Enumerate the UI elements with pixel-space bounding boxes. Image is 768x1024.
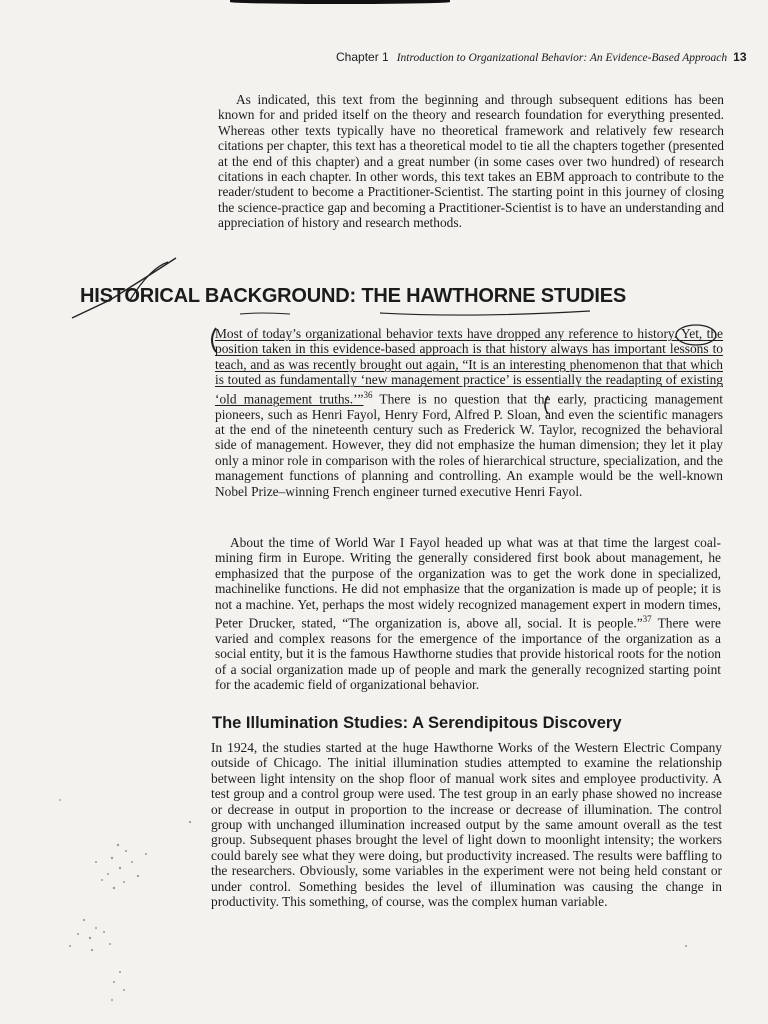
hawthorne-paragraph-2 <box>215 535 721 693</box>
scan-edge-shadow <box>230 0 450 4</box>
hawthorne-paragraph-1-rest: There is no question that the early, practicing management pioneers, such as Henri Fayol, Henry Ford, Alfred P. Sloan, and even the scientific managers at the end of the nineteenth century such as Frederick W. Taylor, recognized the behavioral side of management. However, they did not emphasize the human dimension; they let it play only a minor role in comparison with the roles of hierarchical structure, specialization, and the management functions of planning and controlling. An example would be the well-known Nobel Prize–winning French engineer turned executive Henri Fayol. <box>215 391 723 499</box>
page-number: 13 <box>733 50 747 64</box>
illumination-paragraph: In 1924, the studies started at the huge Hawthorne Works of the Western Electric Company outside of Chicago. The initial illumination studies attempted to examine the relationship between light intensity on the shop floor of manual work sites and employee productivity. A test group and a control group were used. The test group in an early phase showed no increase or decrease in output in proportion to the increase or decrease of illumination. The control group with unchanged illumination increased output by the same amount overall as the test group. Subsequent phases brought the level of light down to moonlight intensity; the workers could barely see what they were doing, but productivity increased. The results were baffling to the researchers. Obviously, some variables in the experiment were not being held constant or under control. Something besides the level of illumination was causing the change in productivity. This something, of course, was the complex human variable. <box>211 740 722 910</box>
running-head-chapter: Chapter 1 <box>336 50 389 64</box>
heading-underline-mark <box>240 313 290 314</box>
hawthorne-paragraph-2-a: About the time of World War I Fayol headed up what was at that time the largest coal-mining firm in Europe. Writing the generally considered first book about management, he emphasized that the purpose of the organization was to get the work done in specialized, machinelike functions. He did not emphasize that the organization is made up of people; it is not a machine. Yet, perhaps the most widely recognized management expert in modern times, Peter Drucker, stated, “The organization is, above all, social. It is people.” <box>215 535 721 631</box>
running-head-title: Introduction to Organizational Behavior: An Evidence-Based Approach <box>396 52 728 64</box>
running-head <box>336 50 747 65</box>
hawthorne-paragraph-2-b: There were varied and complex reasons for the emergence of the importance of the organization as a social entity, but it is the famous Hawthorne studies that provide historical roots for the notion of a social organization made up of people and mark the generally recognized starting point for the academic field of organizational behavior. <box>215 615 721 693</box>
intro-paragraph: As indicated, this text from the beginning and through subsequent editions has been known for and prided itself on the theory and research foundation for everything presented. Whereas other texts typically have no theoretical framework and relatively few research citations per chapter, this text has a theoretical model to tie all the chapters together (presented at the end of this chapter) and a great number (in some cases over two hundred) of research citations in each chapter. In other words, this text takes an EBM approach to contribute to the reader/student to become a Practitioner-Scientist. The starting point in this journey of closing the science-practice gap and becoming a Practitioner-Scientist is to have an understanding and appreciation of history and research methods. <box>218 92 724 231</box>
heading-underline-mark <box>380 311 590 315</box>
underlined-passage: Most of today’s organizational behavior texts have dropped any reference to history. Yet, the position taken in this evidence-based approach is that history always has important lessons to teach, and as was recently brought out again, “It is an interesting phenomenon that that which is touted as fundamentally ‘new management practice’ is essentially the readapting of existing ‘old management truths.’” <box>215 326 723 407</box>
subsection-heading: The Illumination Studies: A Serendipitous Discovery <box>212 714 622 732</box>
section-heading: HISTORICAL BACKGROUND: THE HAWTHORNE STUDIES <box>80 285 627 307</box>
footnote-ref-37: 37 <box>642 614 652 625</box>
hawthorne-paragraph-1 <box>215 326 723 499</box>
footnote-ref-36: 36 <box>363 389 373 400</box>
